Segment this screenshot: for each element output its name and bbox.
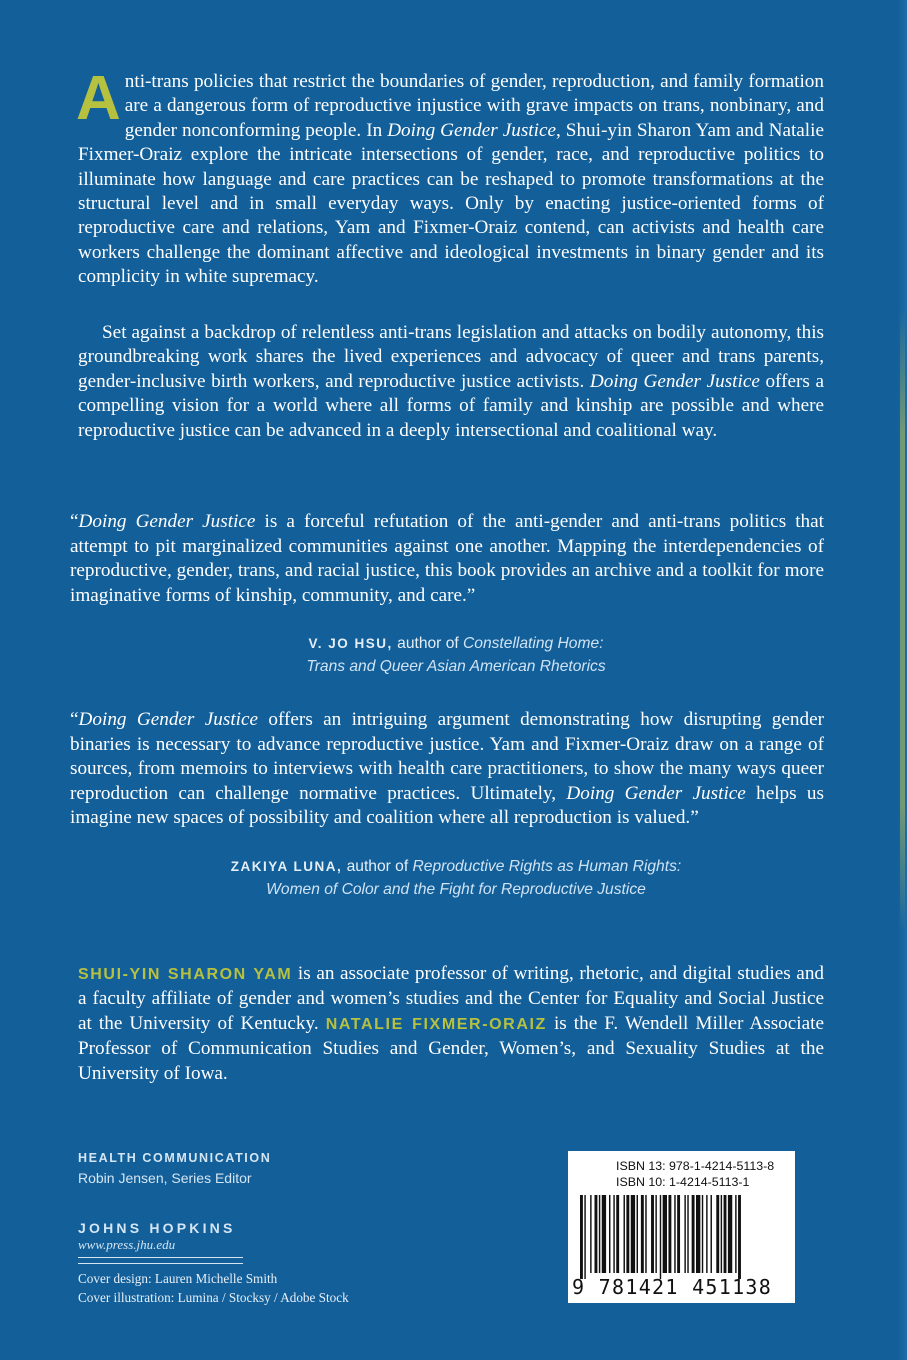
publisher-url: www.press.jhu.edu [78, 1237, 176, 1252]
book-title: Doing Gender Justice [78, 709, 259, 730]
isbn-10: ISBN 10: 1-4214-5113-1 [616, 1175, 750, 1189]
cover-credits [78, 1270, 349, 1307]
publisher-logo [78, 1219, 243, 1264]
barcode-icon [578, 1195, 788, 1279]
endorser-work: Constellating Home: [463, 635, 604, 652]
cover-design-credit: Cover design: Lauren Michelle Smith [78, 1271, 278, 1286]
publisher-name: JOHNS HOPKINS [78, 1220, 236, 1236]
isbn-text [616, 1158, 774, 1190]
barcode-digits: 9 781421 451138 [572, 1275, 773, 1299]
endorsement-attribution-2: ZAKIYA LUNA, author of Reproductive Rights as Human Rights: Women of Color and the Fight for Reproductive Justice [230, 858, 682, 898]
spine-accent [900, 310, 905, 930]
book-title: Doing Gender Justice [589, 370, 760, 392]
author-name-1: SHUI-YIN SHARON YAM [78, 966, 293, 983]
endorser-work: Reproductive Rights as Human Rights: [412, 858, 682, 875]
description-paragraph-1: Anti-trans policies that restrict the boundaries of gender, reproduction, and family formation are a dangerous form of reproductive injustice with grave impacts on trans, nonbinary, and gender nonconforming people. In Doing Gender Justice, Shui-yin Sharon Yam and Natalie Fixmer-Oraiz explore the intricate intersections of gender, race, and reproductive politics to illuminate how language and care practices can be reshaped to promote transformations at the structural level and in small everyday ways. Only by enacting justice-oriented forms of reproductive care and relations, Yam and Fixmer-Oraiz contend, can activists and health care workers challenge the dominant affective and ideological investments in binary gender and its complicity in white supremacy. [76, 64, 824, 288]
book-title: Doing Gender Justice [387, 119, 556, 141]
author-bio: SHUI-YIN SHARON YAM is an associate professor of writing, rhetoric, and digital studies and a faculty affiliate of gender and women’s studies and the Center for Equality and Social Justice at the University of Kentucky. NATALIE FIXMER-ORAIZ is the F. Wendell Miller Associate Professor of Communication Studies and Gender, Women’s, and Sexuality Studies at the University of Iowa. [78, 963, 825, 1084]
drop-cap: A [76, 64, 121, 133]
endorser-work-line2: Trans and Queer Asian American Rhetorics [306, 658, 606, 675]
description-paragraph-2: Set against a backdrop of relentless anti-trans legislation and attacks on bodily autonomy, this groundbreaking work shares the lived experiences and advocacy of queer and trans parents, gender-inclusive birth workers, and reproductive justice activists. Doing Gender Justice offers a compelling vision for a world where all forms of family and kinship are possible and where reproductive justice can be advanced in a deeply intersectional and coalitional way. [78, 322, 824, 441]
cover-illustration-credit: Cover illustration: Lumina / Stocksy / Adobe Stock [78, 1289, 349, 1305]
series-info [78, 1149, 271, 1189]
isbn-13: ISBN 13: 978-1-4214-5113-8 [616, 1159, 775, 1173]
endorsement-quote-2: “Doing Gender Justice offers an intriguing argument demonstrating how disrupting gender binaries is necessary to advance reproductive justice. Yam and Fixmer-Oraiz draw on a range of sources, from memoirs to interviews with health care practitioners, to show the many ways queer reproduction can challenge normative practices. Ultimately, Doing Gender Justice helps us imagine new spaces of possibility and coalition where all reproduction is valued.” [70, 709, 824, 829]
series-editor: Robin Jensen, Series Editor [78, 1170, 252, 1186]
publisher-rule [78, 1257, 243, 1264]
endorser-name: V. JO HSU, [308, 636, 393, 651]
endorser-name: ZAKIYA LUNA, [230, 859, 343, 874]
series-label: HEALTH COMMUNICATION [78, 1151, 272, 1165]
author-name-2: NATALIE FIXMER-ORAIZ [325, 1015, 547, 1033]
book-title: Doing Gender Justice [566, 782, 746, 804]
barcode-panel [568, 1151, 795, 1303]
book-title: Doing Gender Justice [78, 511, 256, 532]
endorsement-attribution-1: V. JO HSU, author of Constellating Home: Trans and Queer Asian American Rhetorics [306, 635, 606, 675]
endorsement-quote-1: “Doing Gender Justice is a forceful refutation of the anti-gender and anti-trans politics that attempt to pit marginalized communities against one another. Mapping the interdependencies of reproductive, gender, trans, and racial justice, this book provides an archive and a toolkit for more imaginative forms of kinship, community, and care.” [70, 511, 824, 606]
endorser-work-line2: Women of Color and the Fight for Reproductive Justice [266, 881, 646, 898]
